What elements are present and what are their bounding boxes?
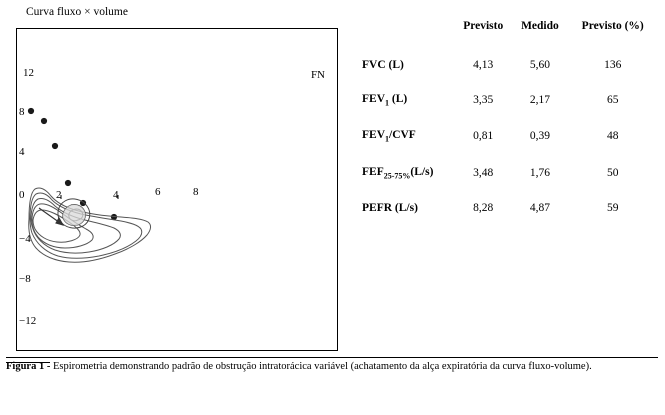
y-tick-neg12: −12 [19,315,37,327]
row-previsto-fev1-cvf: 0,81 [473,130,494,143]
flow-volume-chart-panel [8,6,348,356]
flow-volume-curves [17,29,337,350]
figure-caption-text: Espirometria demonstrando padrão de obstrução intratorácica variável (achatamento da alça expiratória da curva fluxo-volume). [50,361,592,372]
row-previsto-fvc: 4,13 [473,59,494,71]
row-previsto-pefr: 8,28 [473,201,494,214]
y-tick-8: 8 [19,106,25,118]
row-param-fef [358,155,454,191]
x-tick-6: 6 [155,186,161,198]
x-tick-2: 2 [56,189,62,201]
chart-plot-area [16,28,338,351]
table-row [358,191,658,225]
fn-annotation: FN [310,69,325,81]
row-medido-pefr: 4,87 [529,201,550,214]
table-row [358,48,658,82]
param-subscript: 1 [385,98,389,108]
axis-ticks [61,195,118,199]
row-pct-fvc: 136 [604,59,622,71]
param-base: FEF [362,165,384,178]
param-tail: (L/s) [410,165,434,178]
row-param-fvc: FVC (L) [362,59,404,71]
row-previsto-fef: 3,48 [473,166,494,179]
header-previsto-pct: Previsto (%) [581,20,644,32]
table-row [358,82,658,118]
row-param-pefr: PEFR (L/s) [362,201,418,214]
y-tick-0: 0 [19,189,25,201]
table-row [358,155,658,191]
table-header-row [358,20,658,48]
x-tick-8: 8 [193,186,199,198]
header-medido: Medido [521,20,559,32]
param-subscript: 1 [385,134,389,144]
header-parameter [358,20,454,48]
row-previsto-fev1: 3,35 [473,94,494,107]
row-pct-fef: 50 [606,166,619,179]
param-base: FEV [362,129,385,142]
y-tick-4: 4 [19,146,25,158]
row-pct-fev1: 65 [606,94,619,107]
row-medido-fev1-cvf: 0,39 [529,130,550,143]
row-medido-fef: 1,76 [529,166,550,179]
figure-caption [6,360,658,373]
param-tail: (L) [389,93,408,105]
row-medido-fev1: 2,17 [529,94,550,107]
spirometry-results-table [358,20,658,225]
caption-divider [6,357,658,358]
y-tick-neg4: −4 [19,233,31,245]
table-row [358,118,658,154]
row-param-fev1 [358,82,454,118]
row-param-fev1-cvf [358,118,454,154]
x-tick-4: 4 [113,189,119,201]
param-tail: /CVF [389,129,416,142]
param-subscript: 25-75% [383,170,411,180]
reference-points [28,108,117,220]
chart-title: Curva fluxo × volume [26,6,128,18]
row-pct-pefr: 59 [606,201,619,214]
row-pct-fev1-cvf: 48 [606,130,619,143]
figure-number: Figura 1 - [6,361,51,372]
y-tick-12: 12 [23,67,34,79]
header-previsto: Previsto [463,20,504,32]
param-base: FEV [362,93,385,105]
row-medido-fvc: 5,60 [529,59,550,71]
y-tick-neg8: −8 [19,273,31,285]
